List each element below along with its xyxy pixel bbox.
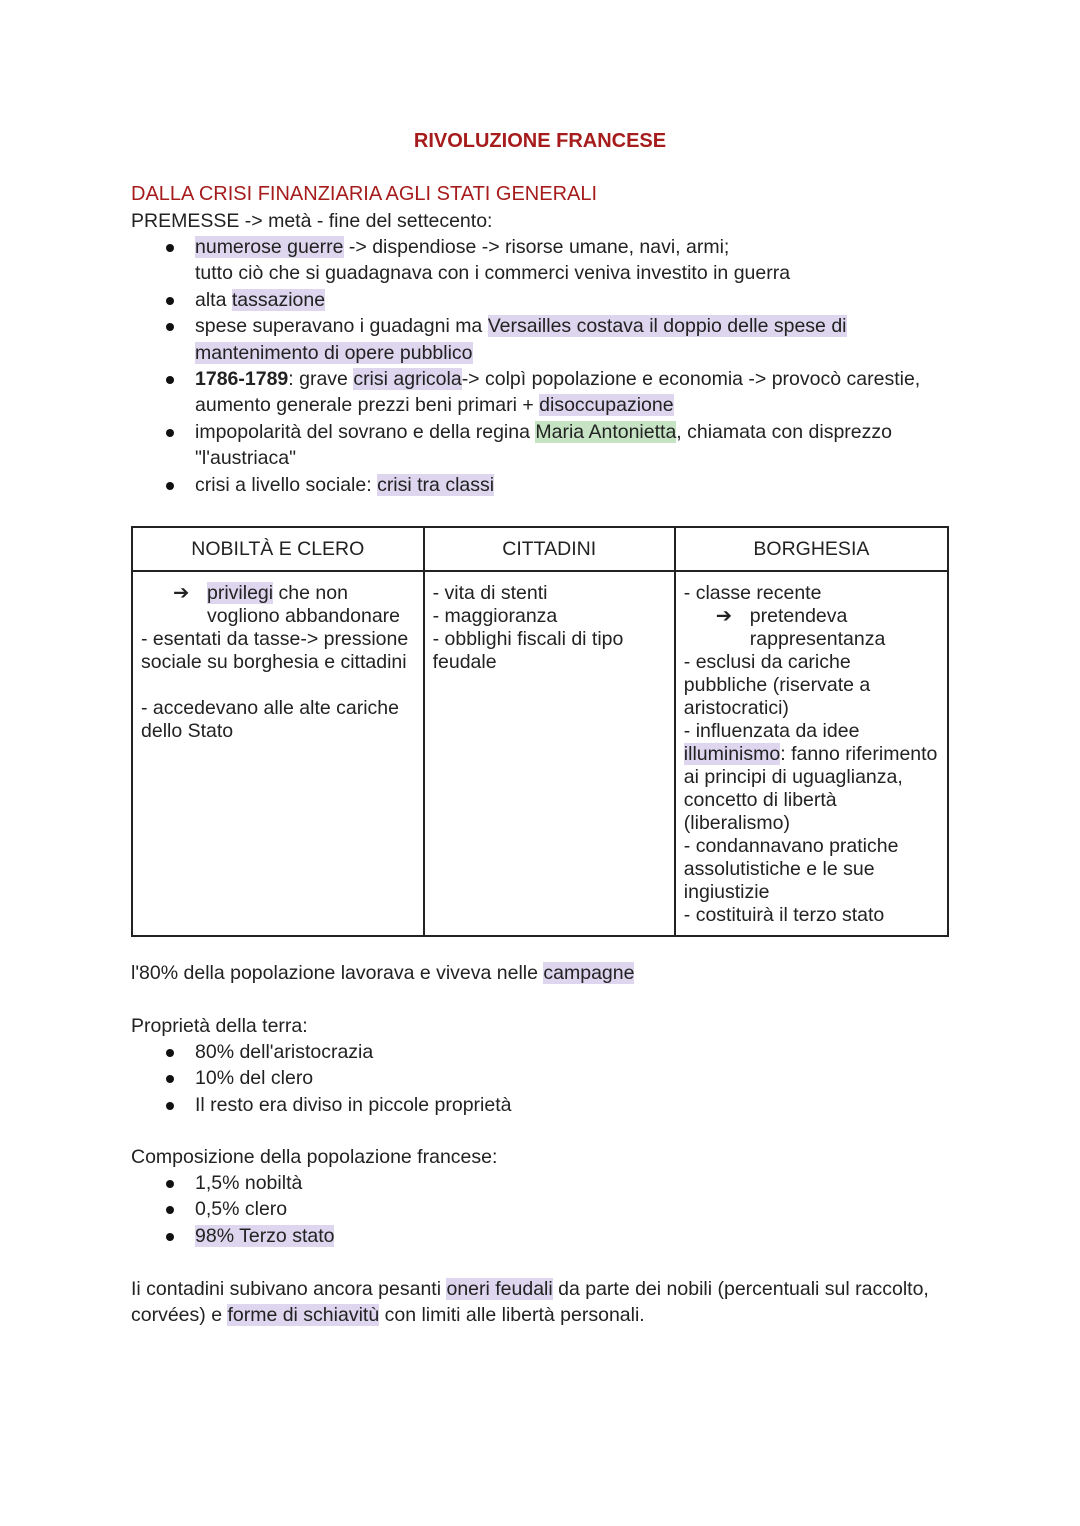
page-title: RIVOLUZIONE FRANCESE [413, 130, 667, 152]
list-item: 1786-1789: grave crisi agricola-> colpì popolazione e economia -> provocò carestie, aumento generale prezzi beni primari + disoccupazione [164, 366, 920, 419]
table-header-nobilta: NOBILTÀ E CLERO [132, 527, 424, 571]
list-item: impopolarità del sovrano e della regina Maria Antonietta, chiamata con disprezzo "l'austriaca" [164, 419, 920, 472]
table-header-borghesia: BORGHESIA [675, 527, 948, 571]
list-item: alta tassazione [164, 287, 920, 313]
premesse-line: PREMESSE -> metà - fine del settecento: [131, 210, 493, 232]
contadini-paragraph: Ii contadini subivano ancora pesanti oneri feudali da parte dei nobili (percentuali sul raccolto, corvées) e forme di schiavitù con limiti alle libertà personali. [131, 1278, 929, 1326]
list-item: 10% del clero [164, 1065, 512, 1091]
popolazione-line: l'80% della popolazione lavorava e viveva nelle campagne [131, 962, 635, 984]
arrow-icon: ➔ [715, 605, 733, 627]
section-heading: DALLA CRISI FINANZIARIA AGLI STATI GENERALI [131, 183, 598, 205]
table-arrow-item: ➔ privilegi che non vogliono abbandonare [173, 582, 401, 627]
arrow-icon: ➔ [173, 582, 190, 604]
list-item: 1,5% nobiltà [164, 1170, 334, 1196]
list-item: 80% dell'aristocrazia [164, 1039, 512, 1065]
composizione-list [164, 1170, 334, 1249]
composizione-title: Composizione della popolazione francese: [131, 1146, 498, 1168]
list-item: numerose guerre -> dispendiose -> risorse umane, navi, armi; tutto ciò che si guadagnava con i commerci veniva investito in guerra [164, 234, 920, 287]
proprieta-title: Proprietà della terra: [131, 1015, 308, 1037]
table-arrow-item: ➔ pretendeva rappresentanza [715, 605, 886, 650]
list-item: 98% Terzo stato [164, 1223, 334, 1249]
table-cell-cittadini: - vita di stenti - maggioranza - obblighi fiscali di tipo feudale [424, 571, 675, 936]
table-cell-borghesia: - classe recente ➔ pretendeva rappresentanza - esclusi da cariche pubbliche (riservate a aristocratici) - influenzata da idee illuminismo: fanno riferimento ai principi di uguaglianza, concetto di libertà (liberalismo) - condannavano pratiche assolutistiche e le sue ingiustizie - costituirà il terzo stato [675, 571, 948, 936]
list-item: Il resto era diviso in piccole proprietà [164, 1092, 512, 1118]
table-header-cittadini: CITTADINI [424, 527, 675, 571]
list-item: crisi a livello sociale: crisi tra classi [164, 472, 920, 498]
classes-table [131, 526, 949, 937]
proprieta-list [164, 1039, 512, 1118]
list-item: 0,5% clero [164, 1196, 334, 1222]
premesse-list [164, 234, 920, 498]
table-cell-nobilta: ➔ privilegi che non vogliono abbandonare - esentati da tasse-> pressione sociale su borghesia e cittadini - accedevano alle alte cariche dello Stato [132, 571, 424, 936]
list-item: spese superavano i guadagni ma Versailles costava il doppio delle spese di mantenimento di opere pubblico [164, 313, 920, 366]
